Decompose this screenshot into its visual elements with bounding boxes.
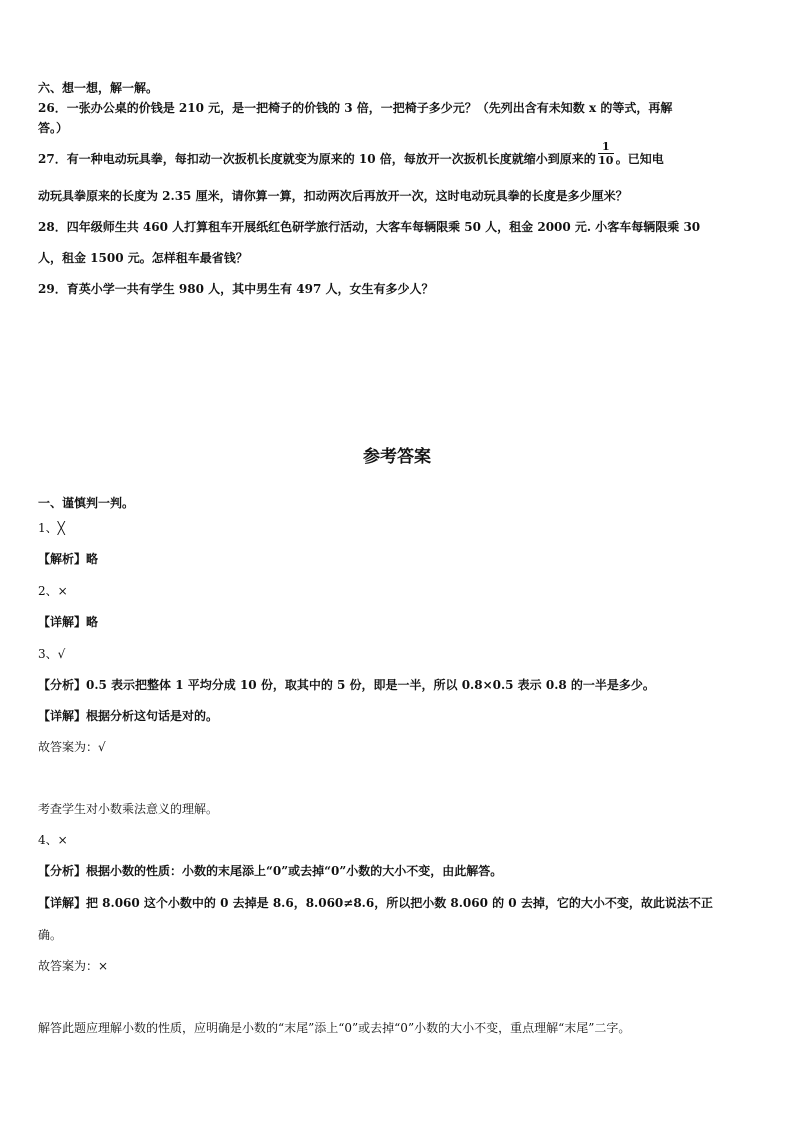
answer-3-analysis: 【分析】0.5 表示把整体 1 平均分成 10 份，取其中的 5 份，即是一半，所以 0.8×0.5 表示 0.8 的一半是多少。 xyxy=(38,678,655,692)
answer-3-final: 故答案为：√ xyxy=(38,740,106,754)
question-26-line1: 26．一张办公桌的价钱是 210 元，是一把椅子的价钱的 3 倍，一把椅子多少元？（先列出含有未知数 x 的等式，再解 xyxy=(38,101,673,115)
answer-1: 1、╳ xyxy=(38,521,65,535)
fraction-one-tenth xyxy=(598,140,614,167)
fraction-denominator: 10 xyxy=(598,154,614,167)
answer-4-final: 故答案为：× xyxy=(38,959,109,973)
question-28-line1: 28．四年级师生共 460 人打算租车开展纸红色研学旅行活动，大客车每辆限乘 50 人，租金 2000 元. 小客车每辆限乘 30 xyxy=(38,220,701,234)
question-27-text-before: 27．有一种电动玩具拳，每扣动一次扳机长度就变为原来的 10 倍，每放开一次扳机长度就缩小到原来的 xyxy=(38,152,596,166)
answers-title: 参考答案 xyxy=(363,447,431,467)
answer-3-detail: 【详解】根据分析这句话是对的。 xyxy=(38,709,219,723)
answer-2: 2、× xyxy=(38,584,68,598)
fraction-numerator: 1 xyxy=(601,140,610,153)
answer-4-analysis: 【分析】根据小数的性质：小数的末尾添上“0”或去掉“0”小数的大小不变，由此解答。 xyxy=(38,864,503,878)
answer-4-note: 解答此题应理解小数的性质，应明确是小数的“末尾”添上“0”或去掉“0”小数的大小不变，重点理解“末尾”二字。 xyxy=(38,1021,631,1035)
question-27-text-after: 。已知电 xyxy=(615,152,664,166)
answer-1-analysis: 【解析】略 xyxy=(38,552,99,566)
answer-4-detail-line2: 确。 xyxy=(38,928,63,942)
answer-4-detail-line1: 【详解】把 8.060 这个小数中的 0 去掉是 8.6，8.060≠8.6，所以把小数 8.060 的 0 去掉，它的大小不变，故此说法不正 xyxy=(38,896,713,910)
section-heading: 六、想一想，解一解。 xyxy=(38,81,159,95)
question-27-line2: 动玩具拳原来的长度为 2.35 厘米，请你算一算，扣动两次后再放开一次，这时电动玩具拳的长度是多少厘米？ xyxy=(38,189,628,203)
answer-4: 4、× xyxy=(38,833,68,847)
answers-section-heading: 一、谨慎判一判。 xyxy=(38,496,135,510)
answer-2-detail: 【详解】略 xyxy=(38,615,99,629)
question-27-line1 xyxy=(38,140,664,167)
answer-3-note: 考查学生对小数乘法意义的理解。 xyxy=(38,802,219,816)
question-28-line2: 人，租金 1500 元。怎样租车最省钱？ xyxy=(38,251,248,265)
question-26-line2: 答。） xyxy=(38,121,69,135)
question-29: 29．育英小学一共有学生 980 人，其中男生有 497 人，女生有多少人？ xyxy=(38,282,434,296)
answer-3: 3、√ xyxy=(38,647,66,661)
